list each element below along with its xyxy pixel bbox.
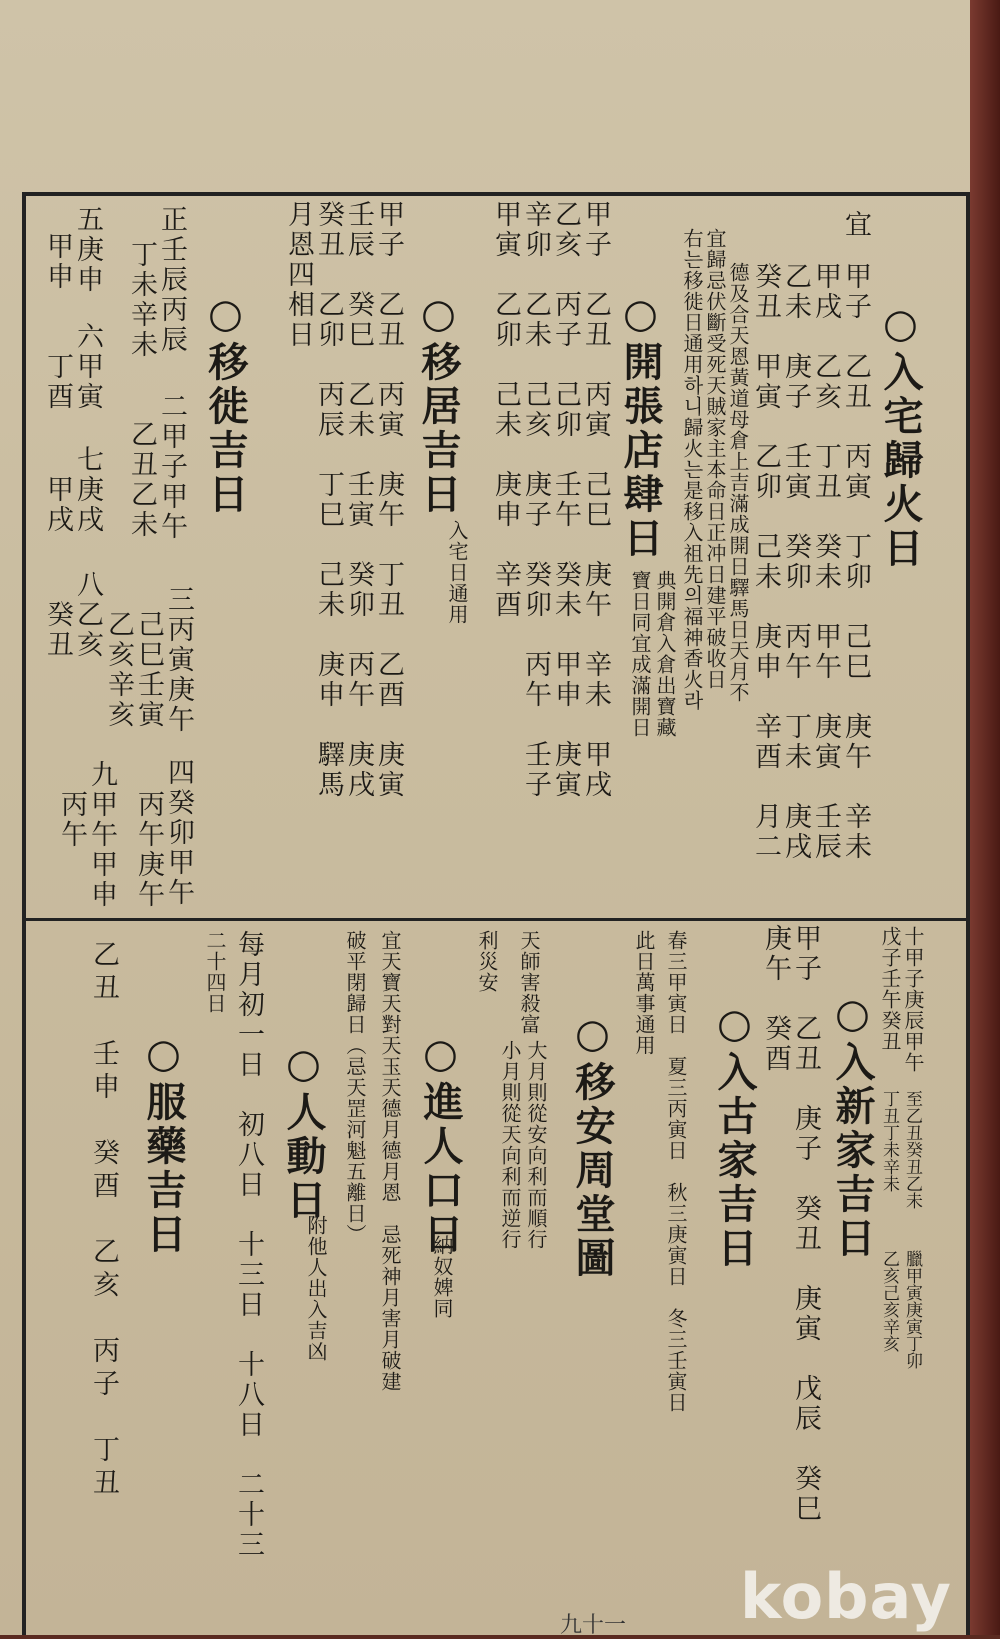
ian-title: ○移安周堂圖 — [569, 1010, 616, 1281]
isa-col-10: 五庚申 — [72, 205, 103, 295]
isa-col-1: 正壬辰丙辰 — [156, 205, 187, 355]
isa-col-13: 丁酉 — [42, 352, 73, 412]
section-divider — [22, 918, 970, 921]
boyak-title: ○服藥吉日 — [140, 1030, 187, 1257]
kaijang-col-3: 辛卯 乙未 己亥 庚子 癸卯 丙午 壬子 — [520, 200, 551, 800]
jinin-col-1: 宜天寶天對天玉天德月德月恩 忌死神月害月破建 — [378, 930, 402, 1392]
book-spine — [970, 0, 1000, 1635]
kaijang-col-2: 乙亥 丙子 己卯 壬午 癸未 甲申 庚寅 — [550, 200, 581, 800]
page-number: 九十一 — [560, 1613, 627, 1638]
indong-col-1: 每月初一日 初八日 十三日 十八日 二十三 — [233, 930, 264, 1560]
isa-col-12: 六甲寅 — [72, 322, 103, 412]
isa-col-2: 丁未辛未 — [126, 240, 157, 360]
isa-col-19: 丙午 — [56, 790, 87, 850]
isa-col-9: 丙午庚午 — [133, 790, 164, 910]
isa-col-4: 乙丑乙未 — [126, 420, 157, 540]
isa-col-18: 九甲午甲申 — [86, 760, 117, 910]
igeo-col-4: 月恩四相日 — [283, 200, 314, 350]
indong-note: 附他人出入吉凶 — [304, 1215, 328, 1362]
gojip-col-1: 春三甲寅日 夏三丙寅日 秋三庚寅日 冬三壬寅日 — [664, 930, 688, 1413]
isa-title: ○移徙吉日 — [202, 290, 249, 517]
ipt-col-1: 甲子 乙丑 丙寅 丁卯 己巳 庚午 辛未 — [840, 262, 871, 862]
gojip-title: ○入古家吉日 — [711, 1000, 758, 1271]
jinin-title: ○進人口日 — [417, 1030, 464, 1257]
isa-col-15: 甲戌 — [42, 475, 73, 535]
igeo-note: 入宅日通用 — [445, 520, 469, 625]
isa-col-17: 癸丑 — [42, 600, 73, 660]
kaijang-col-1: 甲子 乙丑 丙寅 己巳 庚午 辛未 甲戌 — [580, 200, 611, 800]
sinjip-col-2: 戊子壬午癸丑 — [878, 926, 902, 1052]
ipt-title: ○入宅歸火日 — [877, 300, 924, 571]
sinjip-col-1: 十甲子庚辰甲午 — [901, 926, 925, 1073]
isa-col-3: 二甲子甲午 — [156, 392, 187, 542]
ipt-note-2: 宜歸忌伏斷受死天賊家主本命日正冲日建平破收日 — [703, 228, 727, 690]
isa-col-16: 八乙亥 — [72, 570, 103, 660]
kaijang-title: ○開張店肆日 — [617, 290, 664, 561]
sinjip-col-4: 丁丑丁未辛未 — [879, 1090, 899, 1192]
jinin-note: 納奴婢同 — [430, 1235, 454, 1319]
igeo-col-2: 壬辰 癸巳 乙未 壬寅 癸卯 丙午 庚戌 — [343, 200, 374, 800]
isa-col-14: 七庚戌 — [72, 445, 103, 535]
indong-col-2: 二十四日 — [203, 930, 227, 1014]
sinjip-col-8: 庚午 癸酉 — [760, 924, 791, 1074]
ian-col-1: 大月則從安向利而順行 — [524, 1040, 548, 1250]
watermark-logo: kobay — [740, 1560, 952, 1633]
ian-col-3: 天師害殺富 — [517, 930, 541, 1035]
gojip-col-2: 此日萬事通用 — [632, 930, 656, 1056]
sinjip-col-5: 臘甲寅庚寅丁卯 — [902, 1250, 922, 1369]
igeo-title: ○移居吉日 — [415, 290, 462, 517]
ipt-col-2: 甲戌 乙亥 丁丑 癸未 甲午 庚寅 壬辰 — [810, 262, 841, 862]
isa-col-6: 己巳壬寅 — [133, 610, 164, 730]
kaijang-col-4: 甲寅 乙卯 己未 庚申 辛酉 — [490, 200, 521, 620]
isa-col-7: 乙亥辛亥 — [103, 610, 134, 730]
ipt-note-1: 德及合天恩黃道母倉上吉滿成開日驛馬日天月不 — [726, 262, 750, 703]
ipt-note-3: 右는移徙日通用하니歸火는是移入祖先의福神香火라 — [680, 228, 704, 711]
igeo-col-1: 甲子 乙丑 丙寅 庚午 丁丑 乙酉 庚寅 — [373, 200, 404, 800]
igeo-col-3: 癸丑 乙卯 丙辰 丁巳 己未 庚申 驛馬 — [313, 200, 344, 800]
jinin-col-2: 破平閉歸日（忌天罡河魁五離日） — [343, 930, 367, 1245]
ian-col-4: 利災安 — [475, 930, 499, 993]
isa-col-5: 三丙寅庚午 — [163, 585, 194, 735]
sinjip-title: ○入新家吉日 — [829, 990, 876, 1261]
sinjip-col-6: 乙亥己亥辛亥 — [879, 1250, 899, 1352]
kaijang-note-1: 典開倉入倉出寶藏 — [653, 570, 677, 738]
sinjip-col-3: 至乙丑癸丑乙未 — [902, 1090, 922, 1209]
boyak-col-1: 乙丑 壬申 癸酉 乙亥 丙子 丁丑 — [88, 940, 119, 1501]
isa-col-8: 四癸卯甲午 — [163, 758, 194, 908]
ipt-col-3: 乙未 庚子 壬寅 癸卯 丙午 丁未 庚戌 — [780, 262, 811, 862]
isa-col-11: 甲申 — [42, 232, 73, 292]
ipt-col-4: 癸丑 甲寅 乙卯 己未 庚申 辛酉 月二 — [750, 262, 781, 862]
sinjip-col-7: 甲子 乙丑 庚子 癸丑 庚寅 戊辰 癸巳 — [790, 924, 821, 1524]
yi-label: 宜 — [840, 210, 871, 240]
kaijang-note-2: 寶日同宜成滿開日 — [628, 570, 652, 738]
indong-title: ○人動日 — [280, 1040, 327, 1223]
ian-col-2: 小月則從天向利而逆行 — [498, 1040, 522, 1250]
